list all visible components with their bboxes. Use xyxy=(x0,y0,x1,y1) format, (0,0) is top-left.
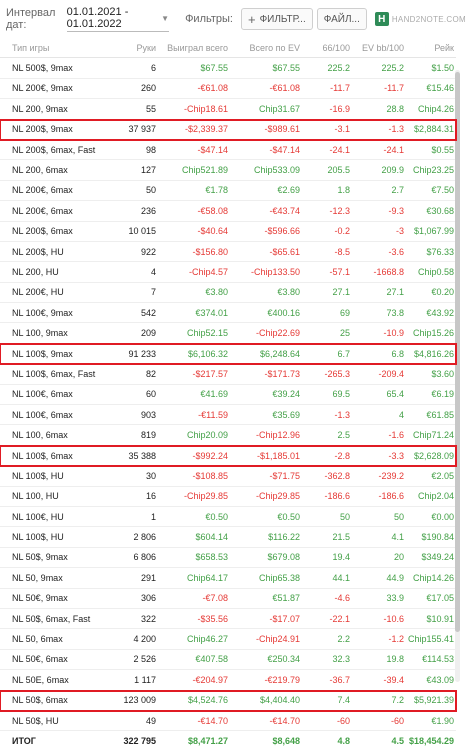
table-row[interactable] xyxy=(0,405,456,425)
cell-hands: 82 xyxy=(145,368,156,379)
cell-won: Chip46.27 xyxy=(186,634,228,645)
cell-won: -€58.08 xyxy=(197,205,228,216)
cell-won: -Chip4.57 xyxy=(188,266,228,277)
cell-won: Chip52.15 xyxy=(186,328,228,339)
table-row[interactable] xyxy=(0,527,456,547)
cell-rake: $190.84 xyxy=(421,532,454,543)
cell-rake: $76.33 xyxy=(426,246,454,257)
cell-bb100: 32.3 xyxy=(332,654,350,665)
cell-bb100: -36.7 xyxy=(329,674,350,685)
table-row[interactable] xyxy=(0,385,456,405)
cell-rake: $1.50 xyxy=(431,63,454,74)
cell-won: -$40.64 xyxy=(197,226,228,237)
cell-ev: -Chip22.69 xyxy=(255,328,300,339)
cell-bb100: 25 xyxy=(339,328,350,339)
cell-game-type: NL 200, HU xyxy=(12,266,59,277)
cell-won: €407.58 xyxy=(195,654,228,665)
cell-rake: Chip155.41 xyxy=(407,634,454,645)
cell-rake: $4,816.26 xyxy=(413,348,454,359)
cell-ev: €39.24 xyxy=(272,389,300,400)
cell-ev-bb100: 7.2 xyxy=(391,695,404,706)
cell-ev: Chip31.67 xyxy=(258,103,300,114)
table-row[interactable] xyxy=(0,181,456,201)
column-header-ev-bb100[interactable]: EV bb/100 xyxy=(361,42,404,53)
cell-hands: 127 xyxy=(140,165,156,176)
date-range-label: Интервал дат: xyxy=(6,7,56,31)
cell-ev-bb100: 44.9 xyxy=(386,572,404,583)
cell-bb100: 19.4 xyxy=(332,552,350,563)
cell-bb100: 225.2 xyxy=(327,63,350,74)
cell-ev: -Chip133.50 xyxy=(250,266,300,277)
cell-rake: $1,067.99 xyxy=(413,226,454,237)
cell-game-type: NL 100€, 9max xyxy=(12,307,73,318)
cell-rake: Chip71.24 xyxy=(412,430,454,441)
cell-hands: 49 xyxy=(145,715,156,726)
cell-game-type: NL 100, HU xyxy=(12,491,59,502)
cell-ev: $6,248.64 xyxy=(259,348,300,359)
cell-game-type: NL 50$, 9max xyxy=(12,552,68,563)
cell-ev: -$989.61 xyxy=(264,124,300,135)
cell-hands: 4 200 xyxy=(133,634,156,645)
logo xyxy=(375,12,466,26)
cell-won: -€7.08 xyxy=(202,593,228,604)
column-header-game-type[interactable]: Тип игры xyxy=(12,42,50,53)
cell-hands: 1 117 xyxy=(134,674,156,685)
cell-bb100: -362.8 xyxy=(324,470,350,481)
table-row[interactable] xyxy=(0,548,456,568)
cell-ev: -€219.79 xyxy=(264,674,300,685)
cell-hands: 123 009 xyxy=(123,695,156,706)
table-row[interactable] xyxy=(0,99,456,119)
cell-bb100: -12.3 xyxy=(329,205,350,216)
table-row[interactable] xyxy=(0,609,456,629)
cell-rake: €114.53 xyxy=(422,654,454,665)
cell-won: €374.01 xyxy=(195,307,228,318)
cell-game-type: NL 200$, 6max xyxy=(12,226,73,237)
date-range-picker[interactable] xyxy=(67,6,169,32)
cell-ev: €3.80 xyxy=(277,287,300,298)
cell-won: -€14.70 xyxy=(197,715,228,726)
cell-ev-bb100: -1.6 xyxy=(388,430,404,441)
table-row[interactable] xyxy=(0,262,456,282)
cell-bb100: 6.7 xyxy=(337,348,350,359)
stats-table xyxy=(0,38,456,752)
cell-hands: 35 388 xyxy=(128,450,156,461)
cell-won: -€204.97 xyxy=(192,674,228,685)
cell-ev-bb100: -1.2 xyxy=(388,634,404,645)
cell-ev-bb100: -3.6 xyxy=(388,246,404,257)
cell-ev: Chip65.38 xyxy=(258,572,300,583)
table-row[interactable] xyxy=(0,568,456,588)
column-header-bb100[interactable]: 66/100 xyxy=(322,42,350,53)
cell-ev: -€14.70 xyxy=(269,715,300,726)
cell-won: -$108.85 xyxy=(192,470,228,481)
cell-game-type: NL 200$, HU xyxy=(12,246,64,257)
cell-game-type: NL 100$, 9max xyxy=(12,348,73,359)
table-row[interactable] xyxy=(0,629,456,649)
add-filter-label: ФИЛЬТР... xyxy=(259,13,306,25)
table-row[interactable] xyxy=(0,466,456,486)
cell-hands: 291 xyxy=(140,572,156,583)
add-filter-button[interactable] xyxy=(241,8,313,30)
table-total-row[interactable] xyxy=(0,731,456,751)
cell-game-type: NL 100$, HU xyxy=(12,532,64,543)
cell-ev-bb100: -10.9 xyxy=(383,328,404,339)
cell-ev-bb100: 73.8 xyxy=(386,307,404,318)
column-header-rake[interactable]: Рейк xyxy=(434,42,454,53)
cell-won: -$992.24 xyxy=(192,450,228,461)
cell-hands: 2 526 xyxy=(133,654,156,665)
cell-bb100: 2.5 xyxy=(337,430,350,441)
cell-hands: 2 806 xyxy=(133,532,156,543)
cell-ev: -$71.75 xyxy=(269,470,300,481)
cell-hands: 37 937 xyxy=(128,124,156,135)
cell-ev-bb100: 65.4 xyxy=(386,389,404,400)
file-button-label: ФАЙЛ... xyxy=(323,13,360,25)
cell-rake: $18,454.29 xyxy=(408,736,454,747)
cell-game-type: NL 200$, 9max xyxy=(12,124,73,135)
cell-hands: 16 xyxy=(145,491,156,502)
cell-won: €41.69 xyxy=(200,389,228,400)
cell-ev: €0.50 xyxy=(277,511,300,522)
cell-won: Chip521.89 xyxy=(181,165,228,176)
cell-hands: 922 xyxy=(140,246,156,257)
table-row[interactable] xyxy=(0,344,456,364)
cell-ev-bb100: 50 xyxy=(393,511,404,522)
cell-rake: €30.68 xyxy=(426,205,454,216)
cell-rake: €2.05 xyxy=(431,470,454,481)
cell-ev: -€61.08 xyxy=(269,83,300,94)
cell-game-type: NL 200$, 6max, Fast xyxy=(12,144,96,155)
cell-bb100: -60 xyxy=(336,715,350,726)
cell-rake: Chip4.26 xyxy=(417,103,454,114)
cell-hands: 55 xyxy=(145,103,156,114)
cell-bb100: -186.6 xyxy=(324,491,350,502)
cell-game-type: NL 200, 6max xyxy=(12,165,68,176)
cell-rake: $0.55 xyxy=(431,144,454,155)
cell-ev-bb100: 27.1 xyxy=(386,287,404,298)
cell-hands: 903 xyxy=(140,409,156,420)
cell-won: $6,106.32 xyxy=(187,348,228,359)
cell-ev-bb100: 19.8 xyxy=(386,654,404,665)
column-header-won[interactable]: Выиграл всего xyxy=(167,42,228,53)
chevron-down-icon: ▼ xyxy=(161,13,170,23)
vertical-scrollbar[interactable] xyxy=(455,70,460,682)
cell-bb100: -57.1 xyxy=(329,266,350,277)
cell-ev-bb100: -209.4 xyxy=(378,368,404,379)
cell-ev: €250.34 xyxy=(267,654,300,665)
table-row[interactable] xyxy=(0,425,456,445)
cell-won: -€11.59 xyxy=(198,409,228,420)
table-row[interactable] xyxy=(0,283,456,303)
cell-hands: 10 015 xyxy=(128,226,156,237)
cell-ev: -Chip24.91 xyxy=(255,634,300,645)
table-row[interactable] xyxy=(0,691,456,711)
cell-game-type: NL 100€, 6max xyxy=(12,389,73,400)
cell-game-type: NL 50$, HU xyxy=(12,715,59,726)
cell-rake: €17.05 xyxy=(426,593,454,604)
cell-won: Chip20.09 xyxy=(186,430,228,441)
cell-hands: 6 xyxy=(150,63,156,74)
table-row[interactable] xyxy=(0,711,456,731)
date-range-value: 01.01.2021 - 01.01.2022 xyxy=(66,6,129,30)
cell-won: -$2,339.37 xyxy=(184,124,228,135)
cell-rake: €0.00 xyxy=(431,511,454,522)
cell-ev: -$596.66 xyxy=(264,226,300,237)
cell-rake: Chip15.26 xyxy=(412,328,454,339)
cell-bb100: 50 xyxy=(339,511,350,522)
cell-ev: $4,404.40 xyxy=(259,695,300,706)
cell-hands: 819 xyxy=(140,430,156,441)
cell-ev: €2.69 xyxy=(277,185,300,196)
table-body xyxy=(0,58,456,751)
table-row[interactable] xyxy=(0,650,456,670)
table-row[interactable] xyxy=(0,589,456,609)
cell-hands: 91 233 xyxy=(128,348,156,359)
cell-ev-bb100: 225.2 xyxy=(381,63,404,74)
cell-rake: €43.92 xyxy=(426,307,454,318)
cell-game-type: NL 50€, 9max xyxy=(12,593,68,604)
cell-ev-bb100: -9.3 xyxy=(388,205,404,216)
cell-bb100: -24.1 xyxy=(329,144,350,155)
cell-won: €0.50 xyxy=(205,511,228,522)
cell-bb100: -8.5 xyxy=(334,246,350,257)
cell-hands: 322 795 xyxy=(123,736,156,747)
cell-rake: €61.85 xyxy=(426,409,454,420)
cell-rake: $5,921.39 xyxy=(413,695,454,706)
cell-bb100: -1.3 xyxy=(334,409,350,420)
cell-game-type: NL 100$, HU xyxy=(12,470,64,481)
cell-won: -€61.08 xyxy=(197,83,228,94)
cell-bb100: 2.2 xyxy=(337,634,350,645)
cell-bb100: 1.8 xyxy=(337,185,350,196)
filters-label: Фильтры: xyxy=(185,13,233,25)
cell-rake: $10.91 xyxy=(426,613,454,624)
cell-bb100: -16.9 xyxy=(329,103,350,114)
cell-game-type: NL 100, 6max xyxy=(12,430,68,441)
cell-rake: $349.24 xyxy=(421,552,454,563)
cell-hands: 236 xyxy=(140,205,156,216)
cell-ev-bb100: -24.1 xyxy=(383,144,404,155)
cell-ev-bb100: -10.6 xyxy=(383,613,404,624)
cell-hands: 209 xyxy=(140,328,156,339)
cell-game-type: NL 200, 9max xyxy=(12,103,68,114)
table-row[interactable] xyxy=(0,222,456,242)
table-row[interactable] xyxy=(0,364,456,384)
cell-hands: 30 xyxy=(145,470,156,481)
cell-won: $658.53 xyxy=(195,552,228,563)
cell-bb100: -2.8 xyxy=(334,450,350,461)
cell-rake: €7.50 xyxy=(431,185,454,196)
cell-hands: 542 xyxy=(140,307,156,318)
cell-rake: €15.46 xyxy=(426,83,454,94)
cell-bb100: 44.1 xyxy=(332,572,350,583)
cell-ev-bb100: -3 xyxy=(395,226,404,237)
cell-ev: €51.87 xyxy=(272,593,300,604)
cell-won: -$47.14 xyxy=(197,144,228,155)
cell-game-type: NL 50, 9max xyxy=(12,572,63,583)
cell-rake: €43.09 xyxy=(426,674,454,685)
cell-ev: $67.55 xyxy=(272,63,300,74)
cell-ev-bb100: -239.2 xyxy=(378,470,404,481)
cell-won: -Chip18.61 xyxy=(183,103,228,114)
table-row[interactable] xyxy=(0,303,456,323)
cell-game-type: NL 100€, 6max xyxy=(12,409,73,420)
cell-ev: -$47.14 xyxy=(269,144,300,155)
cell-bb100: -11.7 xyxy=(330,83,350,94)
cell-game-type: NL 100€, HU xyxy=(12,511,64,522)
cell-bb100: 4.8 xyxy=(337,736,350,747)
column-header-ev[interactable]: Всего по EV xyxy=(249,42,300,53)
cell-game-type: NL 100$, 6max xyxy=(12,450,73,461)
cell-game-type: NL 50$, 6max, Fast xyxy=(12,613,91,624)
cell-game-type: NL 50$, 6max xyxy=(12,695,68,706)
logo-text: HAND2NOTE.COM xyxy=(391,14,466,24)
table-header xyxy=(0,38,456,58)
cell-ev: -Chip12.96 xyxy=(255,430,300,441)
cell-ev: -$171.73 xyxy=(264,368,300,379)
cell-won: $8,471.27 xyxy=(187,736,228,747)
cell-rake: €6.19 xyxy=(431,389,454,400)
cell-game-type: NL 50€, 6max xyxy=(12,654,68,665)
cell-game-type: NL 50, 6max xyxy=(12,634,63,645)
cell-won: €3.80 xyxy=(205,287,228,298)
cell-bb100: 7.4 xyxy=(337,695,350,706)
cell-rake: Chip23.25 xyxy=(412,165,454,176)
cell-ev-bb100: 33.9 xyxy=(386,593,404,604)
cell-hands: 98 xyxy=(145,144,156,155)
cell-ev: $116.22 xyxy=(268,532,300,543)
cell-ev-bb100: -1668.8 xyxy=(373,266,404,277)
cell-rake: €1.90 xyxy=(431,715,454,726)
toolbar xyxy=(0,0,466,38)
cell-bb100: -0.2 xyxy=(334,226,350,237)
cell-ev-bb100: -11.7 xyxy=(384,83,404,94)
cell-ev-bb100: 20 xyxy=(393,552,404,563)
cell-won: $604.14 xyxy=(195,532,228,543)
cell-won: -$156.80 xyxy=(192,246,228,257)
cell-ev-bb100: -186.6 xyxy=(378,491,404,502)
cell-ev-bb100: 4.5 xyxy=(391,736,404,747)
cell-bb100: 21.5 xyxy=(332,532,350,543)
cell-game-type: NL 200€, 6max xyxy=(12,185,73,196)
table-row[interactable] xyxy=(0,58,456,78)
cell-game-type: ИТОГ xyxy=(12,736,36,747)
cell-rake: $2,884.31 xyxy=(413,124,454,135)
table-row[interactable] xyxy=(0,79,456,99)
cell-bb100: 27.1 xyxy=(332,287,350,298)
cell-hands: 4 xyxy=(150,266,156,277)
cell-ev-bb100: -1.3 xyxy=(388,124,404,135)
cell-hands: 1 xyxy=(150,511,156,522)
cell-rake: $2,628.09 xyxy=(413,450,454,461)
column-header-hands[interactable]: Руки xyxy=(136,42,156,53)
cell-ev-bb100: 209.9 xyxy=(381,165,404,176)
cell-bb100: -265.3 xyxy=(324,368,350,379)
cell-won: $67.55 xyxy=(200,63,228,74)
cell-game-type: NL 200€, 9max xyxy=(12,83,73,94)
cell-game-type: NL 500$, 9max xyxy=(12,63,73,74)
cell-ev-bb100: 4.1 xyxy=(391,532,404,543)
table-row[interactable] xyxy=(0,446,456,466)
cell-ev-bb100: 6.8 xyxy=(391,348,404,359)
cell-ev: -€43.74 xyxy=(269,205,300,216)
cell-won: $4,524.76 xyxy=(187,695,228,706)
cell-bb100: 69.5 xyxy=(332,389,350,400)
cell-game-type: NL 200€, 6max xyxy=(12,205,73,216)
cell-ev: €35.69 xyxy=(272,409,300,420)
cell-rake: €0.20 xyxy=(431,287,454,298)
cell-won: €1.78 xyxy=(205,185,228,196)
cell-ev: €400.16 xyxy=(267,307,300,318)
cell-hands: 260 xyxy=(140,83,156,94)
cell-ev: $8,648 xyxy=(272,736,300,747)
table-row[interactable] xyxy=(0,120,456,140)
plus-icon: + xyxy=(247,11,256,27)
cell-won: -Chip29.85 xyxy=(183,491,228,502)
cell-bb100: -4.6 xyxy=(334,593,350,604)
cell-game-type: NL 100, 9max xyxy=(12,328,68,339)
cell-bb100: -3.1 xyxy=(334,124,350,135)
cell-hands: 50 xyxy=(145,185,156,196)
cell-ev-bb100: -60 xyxy=(390,715,404,726)
cell-rake: Chip0.58 xyxy=(417,266,454,277)
cell-bb100: -22.1 xyxy=(329,613,350,624)
cell-ev: -$1,185.01 xyxy=(256,450,300,461)
cell-ev-bb100: -39.4 xyxy=(383,674,404,685)
cell-game-type: NL 100$, 6max, Fast xyxy=(12,368,96,379)
cell-won: -$217.57 xyxy=(192,368,228,379)
cell-rake: Chip14.26 xyxy=(412,572,454,583)
cell-ev-bb100: 2.7 xyxy=(391,185,404,196)
table-row[interactable] xyxy=(0,140,456,160)
cell-hands: 306 xyxy=(140,593,156,604)
table-row[interactable] xyxy=(0,323,456,343)
table-row[interactable] xyxy=(0,507,456,527)
cell-ev: -$65.61 xyxy=(269,246,300,257)
cell-hands: 6 806 xyxy=(133,552,156,563)
cell-rake: Chip2.04 xyxy=(417,491,454,502)
cell-ev-bb100: -3.3 xyxy=(388,450,404,461)
cell-ev-bb100: 28.8 xyxy=(386,103,404,114)
cell-hands: 7 xyxy=(150,287,156,298)
hand2note-logo-icon: H xyxy=(375,12,389,26)
table-row[interactable] xyxy=(0,670,456,690)
cell-ev: Chip533.09 xyxy=(253,165,300,176)
table-row[interactable] xyxy=(0,242,456,262)
cell-game-type: NL 50E, 6max xyxy=(12,674,69,685)
cell-ev: -Chip29.85 xyxy=(255,491,300,502)
cell-ev-bb100: 4 xyxy=(398,409,404,420)
cell-game-type: NL 200€, HU xyxy=(12,287,64,298)
cell-won: -$35.56 xyxy=(197,613,228,624)
table-row[interactable] xyxy=(0,201,456,221)
cell-ev: $679.08 xyxy=(267,552,300,563)
table-row[interactable] xyxy=(0,160,456,180)
cell-ev: -$17.07 xyxy=(269,613,300,624)
cell-won: Chip64.17 xyxy=(186,572,228,583)
cell-hands: 60 xyxy=(145,389,156,400)
cell-hands: 322 xyxy=(140,613,156,624)
cell-bb100: 205.5 xyxy=(327,165,350,176)
table-row[interactable] xyxy=(0,487,456,507)
file-button[interactable] xyxy=(317,8,367,30)
cell-rake: $3.60 xyxy=(431,368,454,379)
cell-bb100: 69 xyxy=(339,307,350,318)
